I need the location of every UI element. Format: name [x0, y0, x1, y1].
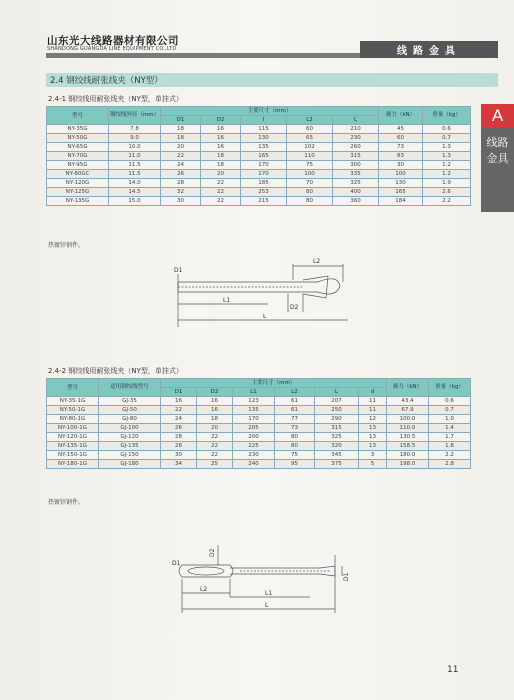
table1-col-l2: L2 [287, 116, 333, 125]
table2-cell: 100.0 [387, 415, 429, 424]
table1-cell: 14.0 [109, 179, 161, 188]
table1-cell: 400 [333, 188, 379, 197]
table1-cell: NY-80GC [47, 170, 109, 179]
table1-col-l: L [333, 116, 379, 125]
table2-cell: GJ-150 [99, 451, 161, 460]
table2-cell: 73 [275, 424, 315, 433]
table1-cell: 20 [201, 170, 241, 179]
table1-cell: 11.5 [109, 170, 161, 179]
table1-cell: NY-125G [47, 188, 109, 197]
table2-col-l2: L2 [275, 388, 315, 397]
table2-cell: 26 [161, 424, 197, 433]
table1-cell: NY-70G [47, 152, 109, 161]
diagram2-label-l1: L1 [265, 590, 273, 597]
table1-cell: 260 [333, 143, 379, 152]
table2-cell: 77 [275, 415, 315, 424]
table2-row [47, 397, 471, 406]
table1-row [47, 170, 471, 179]
table1-cell: 7.8 [109, 125, 161, 134]
table2-col-d1: D1 [161, 388, 197, 397]
table2-cell: NY-80-1G [47, 415, 99, 424]
table2-cell: GJ-100 [99, 424, 161, 433]
table2-cell: 80 [275, 442, 315, 451]
table1-cell: 14.5 [109, 188, 161, 197]
table1-row [47, 152, 471, 161]
table1-cell: 30 [161, 197, 201, 206]
table2-cell: 13 [359, 442, 387, 451]
table2-cell: GJ-80 [99, 415, 161, 424]
table1-cell: 0.7 [423, 134, 471, 143]
table2-cell: NY-50-1G [47, 406, 99, 415]
clamp-diagram-1 [168, 252, 368, 332]
table1-cell: 170 [241, 161, 287, 170]
table1-cell: 22 [201, 188, 241, 197]
table1-cell: 18 [201, 152, 241, 161]
clamp-diagram-2 [170, 535, 360, 620]
table2-cell: 320 [315, 442, 359, 451]
table1-cell: 100 [379, 170, 423, 179]
table1-col-d2: D2 [201, 116, 241, 125]
table2-cell: 28 [161, 442, 197, 451]
table1-cell: 1.2 [423, 170, 471, 179]
table2-cell: 123 [233, 397, 275, 406]
table2-cell: 345 [315, 451, 359, 460]
table2-cell: NY-120-1G [47, 433, 99, 442]
diagram2-label-d1: D1 [172, 560, 181, 567]
table2-cell: GJ-120 [99, 433, 161, 442]
table1-cell: 22 [201, 179, 241, 188]
table1-cell: 184 [379, 197, 423, 206]
table1-cell: 165 [241, 152, 287, 161]
table1-row [47, 134, 471, 143]
table1-subtitle: 2.4-1 钢绞线用耐张线夹（NY型，单挂式） [48, 95, 183, 103]
table2-cell: 67.9 [387, 406, 429, 415]
table1-cell: 315 [333, 152, 379, 161]
table1-row [47, 197, 471, 206]
side-tab-letter: A [481, 104, 514, 128]
table2-cell: 1.8 [429, 442, 471, 451]
table1-cell: 45 [379, 125, 423, 134]
table1-cell: 28 [161, 179, 201, 188]
table2-cell: 290 [315, 415, 359, 424]
table2-row [47, 460, 471, 469]
table2-body [47, 397, 471, 469]
table2 [46, 378, 471, 469]
table1-cell: 335 [333, 170, 379, 179]
table1-cell: 115 [241, 125, 287, 134]
table1-cell: 11.0 [109, 152, 161, 161]
table1-cell: 135 [241, 143, 287, 152]
table1-cell: 360 [333, 197, 379, 206]
table1-body [47, 125, 471, 206]
table2-cell: 13 [359, 433, 387, 442]
table1-cell: 26 [161, 170, 201, 179]
table1-cell: 102 [287, 143, 333, 152]
table2-cell: 95 [275, 460, 315, 469]
table2-cell: 11 [359, 397, 387, 406]
table1-cell: 83 [379, 152, 423, 161]
table2-cell: 230 [233, 451, 275, 460]
table1-cell: 1.2 [423, 161, 471, 170]
table2-col-l1: L1 [233, 388, 275, 397]
side-tab-text: 线路金具 [486, 136, 509, 165]
table1-cell: NY-95G [47, 161, 109, 170]
table1-cell: 253 [241, 188, 287, 197]
table2-cell: 16 [197, 406, 233, 415]
table2-cell: 110.0 [387, 424, 429, 433]
table2-cell: 22 [161, 406, 197, 415]
table1-header-force: 握力（kN） [379, 107, 423, 125]
table2-cell: 80 [275, 433, 315, 442]
table1-cell: NY-35G [47, 125, 109, 134]
table2-row [47, 451, 471, 460]
table1-row [47, 143, 471, 152]
table2-row [47, 424, 471, 433]
table1-cell: 18 [161, 125, 201, 134]
table1-col-d1: D1 [161, 116, 201, 125]
table1-cell: 18 [201, 161, 241, 170]
table1-cell: 185 [241, 179, 287, 188]
table1-header-wire: 钢绞线外径（mm） [109, 107, 161, 125]
table2-cell: 61 [275, 406, 315, 415]
table1-cell: 0.6 [423, 125, 471, 134]
company-name: 山东光大线路器材有限公司 [47, 35, 179, 47]
table2-cell: NY-180-1G [47, 460, 99, 469]
table2-cell: 43.4 [387, 397, 429, 406]
table1-header-weight: 重量（kg） [423, 107, 471, 125]
diagram2-label-d1-right: D1 [343, 572, 350, 581]
table2-cell: 22 [197, 451, 233, 460]
table2-row [47, 406, 471, 415]
table1-cell: 60 [287, 125, 333, 134]
table2-cell: 198.0 [387, 460, 429, 469]
table1-cell: 16 [201, 143, 241, 152]
table2-cell: 375 [315, 460, 359, 469]
table1-cell: 60 [379, 134, 423, 143]
table1-cell: 20 [161, 143, 201, 152]
table1-cell: 70 [287, 179, 333, 188]
table2-cell: GJ-135 [99, 442, 161, 451]
table1-cell: 170 [241, 170, 287, 179]
table1-cell: 30 [379, 161, 423, 170]
table2-cell: 130.5 [387, 433, 429, 442]
table2-cell: 315 [315, 424, 359, 433]
table2-cell: 1.0 [429, 415, 471, 424]
table1-cell: 22 [161, 152, 201, 161]
table1-cell: 32 [161, 188, 201, 197]
table2-header-force: 握力（kN） [387, 379, 429, 397]
table2-cell: NY-150-1G [47, 451, 99, 460]
table1-cell: 22 [201, 197, 241, 206]
table2-cell: 16 [161, 397, 197, 406]
table1-cell: 16 [201, 134, 241, 143]
table2-col-d2: D2 [197, 388, 233, 397]
table1-cell: 130 [379, 179, 423, 188]
table2-cell: 240 [233, 460, 275, 469]
table2-cell: 22 [197, 433, 233, 442]
table2-cell: 250 [315, 406, 359, 415]
table2-cell: 3 [359, 451, 387, 460]
table2-cell: NY-100-1G [47, 424, 99, 433]
table1-col-i: I [241, 116, 287, 125]
table1-row [47, 179, 471, 188]
table2-cell: 11 [359, 406, 387, 415]
table1-cell: 65 [287, 134, 333, 143]
table1-cell: 130 [241, 134, 287, 143]
table2-cell: 2.2 [429, 451, 471, 460]
table2-note: 热镀锌钢件。 [48, 499, 85, 506]
table2-cell: 205 [233, 424, 275, 433]
table2-header-model: 型号 [47, 379, 99, 397]
table2-col-d: d [359, 388, 387, 397]
table1-cell: 165 [379, 188, 423, 197]
table1-cell: 300 [333, 161, 379, 170]
table1-cell: 100 [287, 170, 333, 179]
diagram2-label-l: L [265, 602, 269, 609]
table2-cell: NY-35-1G [47, 397, 99, 406]
table1-cell: 1.9 [423, 179, 471, 188]
table1-cell: 80 [287, 188, 333, 197]
table2-cell: 1.4 [429, 424, 471, 433]
table1-cell: 2.2 [423, 197, 471, 206]
table2-col-l: L [315, 388, 359, 397]
table1-cell: 18 [161, 134, 201, 143]
table1-cell: 10.0 [109, 143, 161, 152]
table2-cell: 24 [161, 415, 197, 424]
table1-cell: NY-50G [47, 134, 109, 143]
table2-cell: 325 [315, 433, 359, 442]
diagram2-label-d2: D2 [209, 548, 216, 557]
table1-cell: 325 [333, 179, 379, 188]
table1-cell: 110 [287, 152, 333, 161]
table1-header-model: 型号 [47, 107, 109, 125]
table1-cell: 75 [287, 161, 333, 170]
table2-header-wire: 适用钢绞线型号 [99, 379, 161, 397]
table2-cell: 1.7 [429, 433, 471, 442]
table2-cell: 225 [233, 442, 275, 451]
table2-cell: 34 [161, 460, 197, 469]
table2-cell: 18 [197, 415, 233, 424]
table2-cell: 28 [161, 433, 197, 442]
table2-cell: 135 [233, 406, 275, 415]
diagram2-label-l2: L2 [200, 586, 208, 593]
table2-cell: 12 [359, 415, 387, 424]
table2-cell: GJ-180 [99, 460, 161, 469]
table2-cell: 25 [197, 460, 233, 469]
diagram1-label-d1: D1 [174, 267, 183, 274]
table1-row [47, 161, 471, 170]
section-title: 2.4 钢绞线耐张线夹（NY型） [50, 76, 163, 86]
table2-cell: 2.8 [429, 460, 471, 469]
table2-cell: 0.7 [429, 406, 471, 415]
table1-header-dims: 主要尺寸（mm） [161, 107, 379, 116]
table1-cell: 1.3 [423, 152, 471, 161]
table1-cell: 73 [379, 143, 423, 152]
table2-header-weight: 重量（kg） [429, 379, 471, 397]
table2-cell: 61 [275, 397, 315, 406]
category-tab: 线路金具 [360, 41, 498, 58]
table1-cell: 230 [333, 134, 379, 143]
table2-cell: 200 [233, 433, 275, 442]
table1-cell: NY-120G [47, 179, 109, 188]
table1-cell: 80 [287, 197, 333, 206]
table1-row [47, 125, 471, 134]
table1-cell: NY-65G [47, 143, 109, 152]
table2-cell: 16 [197, 397, 233, 406]
table2-cell: 170 [233, 415, 275, 424]
table1-cell: 15.0 [109, 197, 161, 206]
diagram1-label-l: L [263, 313, 267, 320]
table2-cell: 22 [197, 442, 233, 451]
table2-cell: GJ-35 [99, 397, 161, 406]
table2-cell: 207 [315, 397, 359, 406]
table2-cell: NY-135-1G [47, 442, 99, 451]
table2-subtitle: 2.4-2 钢绞线用耐张线夹（NY型，单挂式） [48, 367, 183, 375]
diagram1-label-d2: D2 [290, 304, 299, 311]
table2-cell: 30 [161, 451, 197, 460]
table1-cell: 24 [161, 161, 201, 170]
table2-cell: 0.6 [429, 397, 471, 406]
table2-cell: 180.0 [387, 451, 429, 460]
table1-cell: 2.6 [423, 188, 471, 197]
table2-cell: 158.5 [387, 442, 429, 451]
table1-cell: 210 [333, 125, 379, 134]
table2-cell: 20 [197, 424, 233, 433]
table1 [46, 106, 471, 206]
table1-cell: 1.3 [423, 143, 471, 152]
table2-cell: 5 [359, 460, 387, 469]
table1-cell: 215 [241, 197, 287, 206]
company-name-en: SHANDONG GUANGDA LINE EQUIPMENT CO.,LTD [47, 46, 177, 52]
table2-row [47, 442, 471, 451]
table2-cell: GJ-50 [99, 406, 161, 415]
table1-cell: 11.5 [109, 161, 161, 170]
table1-note: 热镀锌钢件。 [48, 242, 85, 249]
table1-row [47, 188, 471, 197]
table2-header-dims: 主要尺寸（mm） [161, 379, 387, 388]
diagram1-label-l1: L1 [223, 297, 231, 304]
table2-row [47, 415, 471, 424]
page-number: 11 [447, 665, 459, 675]
table1-cell: NY-135G [47, 197, 109, 206]
table2-row [47, 433, 471, 442]
table2-cell: 13 [359, 424, 387, 433]
diagram1-label-l2: L2 [313, 258, 321, 265]
table2-cell: 75 [275, 451, 315, 460]
table1-cell: 16 [201, 125, 241, 134]
table1-cell: 9.0 [109, 134, 161, 143]
